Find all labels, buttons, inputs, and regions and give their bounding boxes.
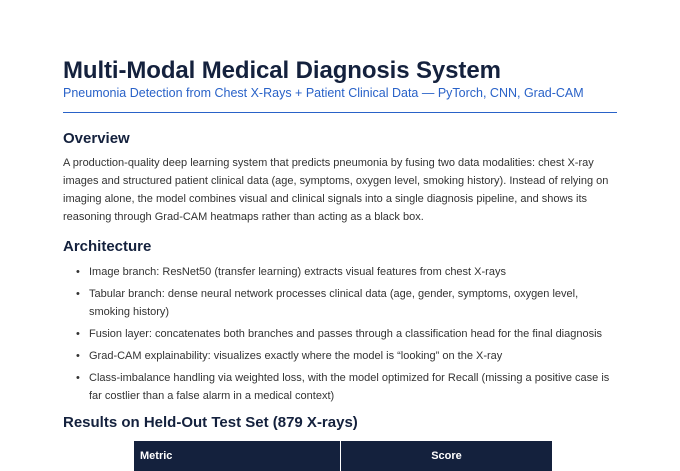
architecture-list [63,263,619,409]
header-divider [63,112,617,113]
bullet-icon: • [76,328,80,340]
overview-paragraph: A production-quality deep learning system that predicts pneumonia by fusing two data modalities: chest X-ray images and structured patient clinical data (age, symptoms, oxygen level, smoking history). Instead of relying on imaging alone, the model combines visual and clinical signals into a single diagnosis pipeline, and shows its reasoning through Grad-CAM heatmaps rather than acting as a black box. [63,157,609,223]
list-item [63,325,619,343]
list-item-text: Fusion layer: concatenates both branches and passes through a classification head for the final diagnosis [89,328,603,340]
results-heading: Results on Held-Out Test Set (879 X-rays) [63,414,358,431]
bullet-icon: • [76,372,80,384]
bullet-icon: • [76,350,80,362]
bullet-icon: • [76,288,80,300]
page-title: Multi-Modal Medical Diagnosis System [63,57,501,84]
list-item [63,285,619,321]
architecture-heading: Architecture [63,238,152,255]
bullet-icon: • [76,266,80,278]
list-item-text: Grad-CAM explainability: visualizes exactly where the model is “looking” on the X-ray [89,350,503,362]
overview-heading: Overview [63,130,130,147]
column-header-score: Score [431,450,462,462]
list-item-text: Image branch: ResNet50 (transfer learning) extracts visual features from chest X-rays [89,266,506,278]
list-item-text: Class-imbalance handling via weighted loss, with the model optimized for Recall (missing a positive case is far costlier than a false alarm in a medical context) [89,372,610,402]
list-item [63,263,619,281]
column-header-metric: Metric [134,441,341,471]
results-table-header [134,441,552,471]
list-item-text: Tabular branch: dense neural network processes clinical data (age, gender, symptoms, oxygen level, smoking history) [89,288,579,318]
list-item [63,347,619,365]
list-item [63,369,619,405]
page-subtitle: Pneumonia Detection from Chest X-Rays + Patient Clinical Data — PyTorch, CNN, Grad-CAM [63,86,584,100]
